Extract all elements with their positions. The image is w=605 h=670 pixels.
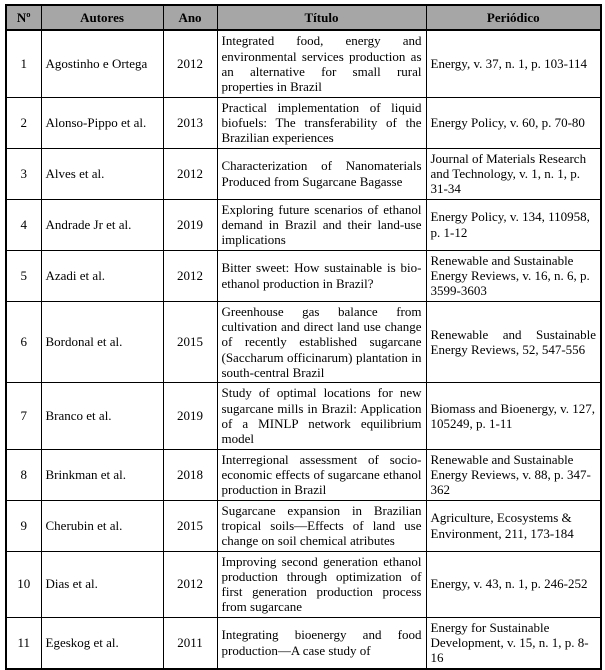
cell-autores: Alves et al. (41, 148, 163, 199)
cell-ano: 2011 (163, 617, 217, 668)
cell-periodico: Biomass and Bioenergy, v. 127, 105249, p. 1-11 (426, 383, 601, 449)
cell-titulo: Sugarcane expansion in Brazilian tropical soils—Effects of land use change on soil chemical atributes (217, 500, 426, 551)
cell-periodico: Journal of Materials Research and Technology, v. 1, n. 1, p. 31-34 (426, 148, 601, 199)
cell-ano: 2013 (163, 97, 217, 148)
cell-titulo: Interregional assessment of socio-economic effects of sugarcane ethanol production in Brazil (217, 449, 426, 500)
table-row (6, 199, 601, 250)
column-header-periodico: Periódico (426, 5, 601, 30)
cell-periodico: Energy, v. 37, n. 1, p. 103-114 (426, 30, 601, 97)
cell-num: 9 (6, 500, 41, 551)
cell-periodico: Energy, v. 43, n. 1, p. 246-252 (426, 551, 601, 617)
cell-titulo: Practical implementation of liquid biofuels: The transferability of the Brazilian experiences (217, 97, 426, 148)
table-header-row (6, 5, 601, 30)
cell-titulo: Study of optimal locations for new sugarcane mills in Brazil: Application of a MINLP network equilibrium model (217, 383, 426, 449)
cell-autores: Branco et al. (41, 383, 163, 449)
column-header-titulo: Título (217, 5, 426, 30)
cell-autores: Azadi et al. (41, 250, 163, 301)
cell-ano: 2012 (163, 551, 217, 617)
cell-autores: Andrade Jr et al. (41, 199, 163, 250)
table-row (6, 250, 601, 301)
cell-ano: 2019 (163, 199, 217, 250)
cell-autores: Cherubin et al. (41, 500, 163, 551)
cell-ano: 2018 (163, 449, 217, 500)
cell-ano: 2012 (163, 30, 217, 97)
cell-autores: Egeskog et al. (41, 617, 163, 668)
cell-autores: Agostinho e Ortega (41, 30, 163, 97)
cell-ano: 2015 (163, 500, 217, 551)
cell-ano: 2012 (163, 148, 217, 199)
cell-titulo: Greenhouse gas balance from cultivation and direct land use change of recently established sugarcane (Saccharum officinarum) plantation in south-central Brazil (217, 301, 426, 383)
table-row (6, 617, 601, 668)
cell-periodico: Renewable and Sustainable Energy Reviews, v. 88, p. 347-362 (426, 449, 601, 500)
cell-periodico: Energy Policy, v. 134, 110958, p. 1-12 (426, 199, 601, 250)
cell-num: 2 (6, 97, 41, 148)
table-row (6, 500, 601, 551)
cell-ano: 2012 (163, 250, 217, 301)
cell-periodico: Agriculture, Ecosystems & Environment, 211, 173-184 (426, 500, 601, 551)
table-row (6, 551, 601, 617)
cell-periodico: Energy Policy, v. 60, p. 70-80 (426, 97, 601, 148)
cell-num: 4 (6, 199, 41, 250)
cell-periodico: Energy for Sustainable Development, v. 15, n. 1, p. 8-16 (426, 617, 601, 668)
cell-periodico: Renewable and Sustainable Energy Reviews, 52, 547-556 (426, 301, 601, 383)
table-row (6, 148, 601, 199)
cell-num: 10 (6, 551, 41, 617)
document-page (5, 4, 600, 670)
cell-autores: Brinkman et al. (41, 449, 163, 500)
column-header-num: Nº (6, 5, 41, 30)
cell-autores: Dias et al. (41, 551, 163, 617)
cell-titulo: Integrated food, energy and environmental services production as an alternative for small rural properties in Brazil (217, 30, 426, 97)
cell-num: 6 (6, 301, 41, 383)
references-table (5, 4, 602, 670)
table-row (6, 30, 601, 97)
cell-num: 7 (6, 383, 41, 449)
cell-ano: 2019 (163, 383, 217, 449)
table-row (6, 301, 601, 383)
column-header-ano: Ano (163, 5, 217, 30)
cell-num: 11 (6, 617, 41, 668)
table-row (6, 449, 601, 500)
table-row (6, 97, 601, 148)
cell-num: 5 (6, 250, 41, 301)
cell-autores: Bordonal et al. (41, 301, 163, 383)
cell-periodico: Renewable and Sustainable Energy Reviews, v. 16, n. 6, p. 3599-3603 (426, 250, 601, 301)
cell-titulo: Exploring future scenarios of ethanol demand in Brazil and their land-use implications (217, 199, 426, 250)
cell-autores: Alonso-Pippo et al. (41, 97, 163, 148)
cell-ano: 2015 (163, 301, 217, 383)
column-header-autores: Autores (41, 5, 163, 30)
cell-num: 1 (6, 30, 41, 97)
cell-titulo: Characterization of Nanomaterials Produced from Sugarcane Bagasse (217, 148, 426, 199)
cell-num: 3 (6, 148, 41, 199)
cell-titulo: Improving second generation ethanol production through optimization of first generation production process from sugarcane (217, 551, 426, 617)
table-body (6, 30, 601, 668)
cell-titulo: Bitter sweet: How sustainable is bio-ethanol production in Brazil? (217, 250, 426, 301)
cell-titulo: Integrating bioenergy and food production—A case study of (217, 617, 426, 668)
table-row (6, 383, 601, 449)
cell-num: 8 (6, 449, 41, 500)
